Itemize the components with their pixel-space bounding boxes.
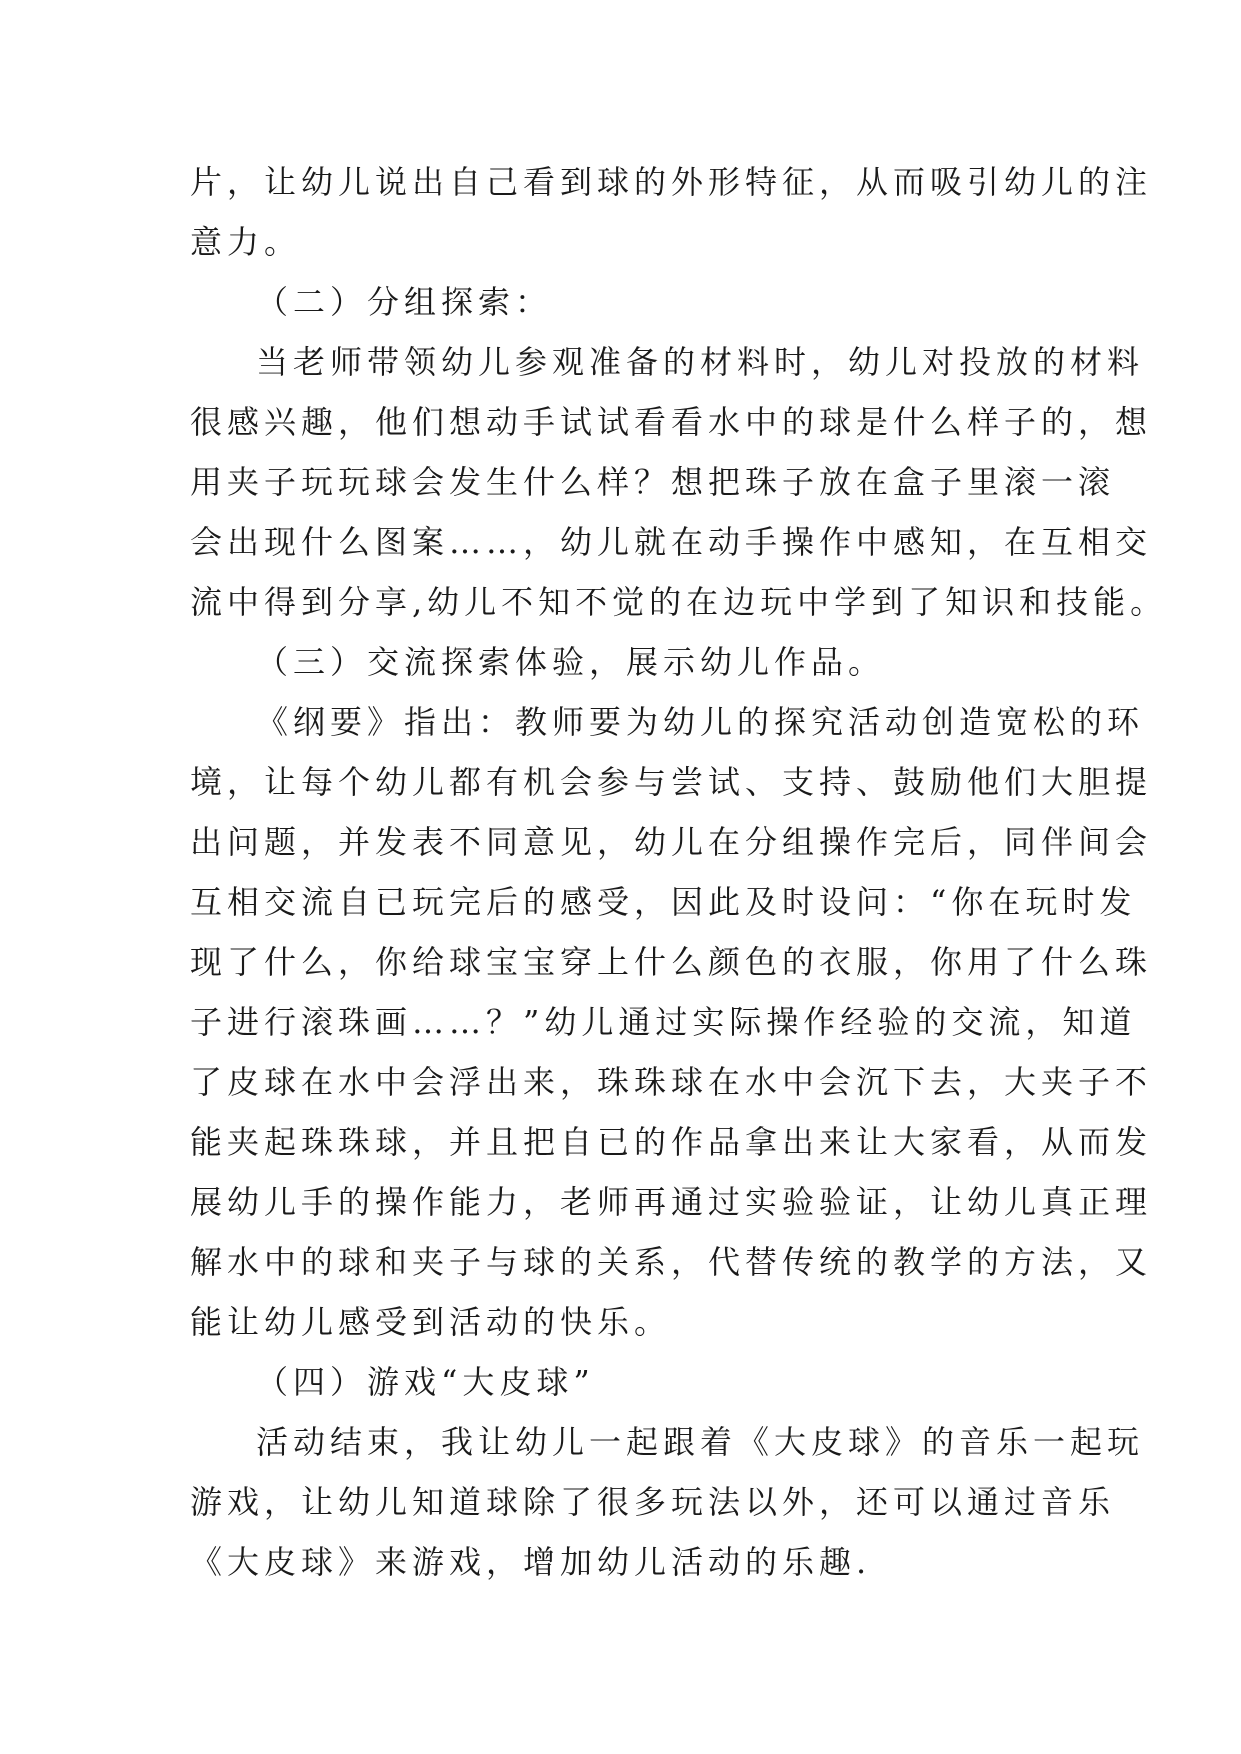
text-line: 用夹子玩玩球会发生什么样？想把珠子放在盒子里滚一滚	[190, 463, 1116, 501]
text-line: 很感兴趣，他们想动手试试看看水中的球是什么样子的，想	[190, 403, 1153, 441]
text-line: 境，让每个幼儿都有机会参与尝试、支持、鼓励他们大胆提	[190, 763, 1153, 801]
text-line: 能让幼儿感受到活动的快乐。	[190, 1303, 672, 1341]
text-line: 展幼儿手的操作能力，老师再通过实验验证，让幼儿真正理	[190, 1183, 1153, 1221]
section-heading: （三）交流探索体验，展示幼儿作品。	[256, 643, 886, 681]
text-line: 会出现什么图案……，幼儿就在动手操作中感知，在互相交	[190, 523, 1153, 561]
text-line: 当老师带领幼儿参观准备的材料时，幼儿对投放的材料	[256, 343, 1145, 381]
text-line: 出问题，并发表不同意见，幼儿在分组操作完后，同伴间会	[190, 823, 1153, 861]
text-line: 《大皮球》来游戏，增加幼儿活动的乐趣.	[190, 1543, 872, 1581]
text-line: 了皮球在水中会浮出来，珠珠球在水中会沉下去，大夹子不	[190, 1063, 1153, 1101]
text-line: 《纲要》指出：教师要为幼儿的探究活动创造宽松的环	[256, 703, 1145, 741]
text-line: 现了什么，你给球宝宝穿上什么颜色的衣服，你用了什么珠	[190, 943, 1153, 981]
text-line: 能夹起珠珠球，并且把自已的作品拿出来让大家看，从而发	[190, 1123, 1153, 1161]
text-line: 片，让幼儿说出自己看到球的外形特征，从而吸引幼儿的注	[190, 163, 1153, 201]
text-line: 子进行滚珠画……？”幼儿通过实际操作经验的交流，知道	[190, 1003, 1137, 1041]
section-heading: （二）分组探索：	[256, 283, 553, 321]
text-line: 流中得到分享,幼儿不知不觉的在边玩中学到了知识和技能。	[190, 583, 1168, 621]
text-line: 解水中的球和夹子与球的关系，代替传统的教学的方法，又	[190, 1243, 1153, 1281]
text-line: 游戏，让幼儿知道球除了很多玩法以外，还可以通过音乐	[190, 1483, 1116, 1521]
section-heading: （四）游戏“大皮球”	[256, 1363, 595, 1401]
text-line: 互相交流自已玩完后的感受，因此及时设问：“你在玩时发	[190, 883, 1137, 921]
text-line: 活动结束，我让幼儿一起跟着《大皮球》的音乐一起玩	[256, 1423, 1145, 1461]
text-line: 意力。	[190, 223, 302, 261]
